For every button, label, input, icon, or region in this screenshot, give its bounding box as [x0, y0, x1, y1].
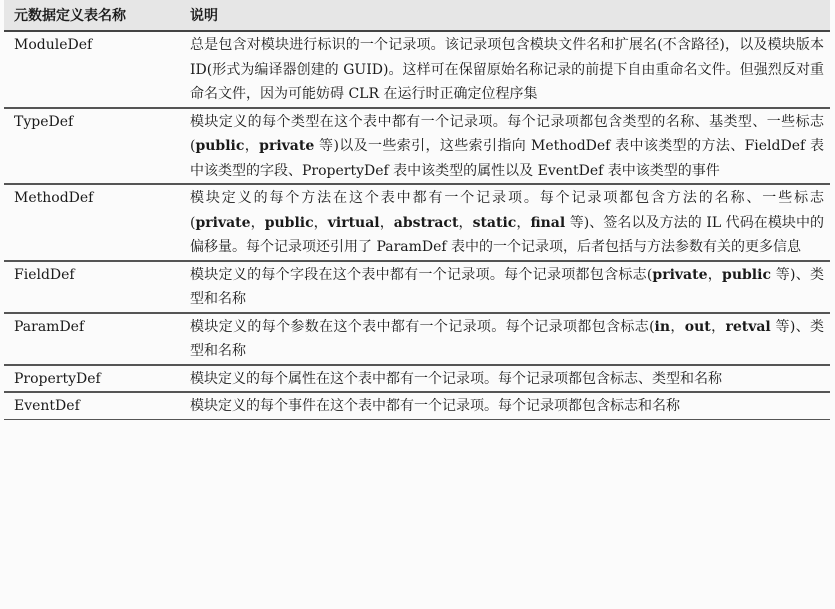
keyword-flag: public — [722, 266, 771, 283]
description-text: ， — [670, 318, 685, 335]
header-description: 说明 — [180, 0, 830, 31]
description-text: ， — [707, 266, 723, 283]
description-text: 等)、签名以及方法的 IL 代码在模块中的偏移量。每个记录项还引用了 ParamDef 表中的一个记录项，后者包括与方法参数有关的更多信息 — [190, 214, 825, 255]
keyword-flag: out — [684, 318, 711, 335]
table-row — [4, 313, 830, 365]
description-text: 总是包含对模块进行标识的一个记录项。该记录项包含模块文件名和扩展名(不含路径)，以及模块版本 ID(形式为编译器创建的 GUID)。这样可在保留原始名称记录的前提下自由重命名文件。但强烈反对重命名文件，因为可能妨碍 CLR 在运行时正确定位程序集 — [190, 37, 824, 102]
keyword-flag: retval — [725, 318, 771, 335]
table-row — [4, 261, 830, 313]
keyword-flag: abstract — [393, 214, 459, 231]
metadata-definition-table — [4, 0, 830, 420]
description-text: 等)、类型和名称 — [190, 266, 824, 307]
keyword-flag: public — [264, 214, 314, 231]
description-cell — [180, 392, 830, 419]
keyword-flag: static — [472, 214, 517, 231]
header-row — [4, 0, 830, 31]
table-name-cell: MethodDef — [4, 184, 180, 261]
description-cell — [180, 31, 830, 108]
description-cell — [180, 261, 830, 313]
table-row — [4, 392, 830, 419]
description-text: 模块定义的每个参数在这个表中都有一个记录项。每个记录项都包含标志( — [190, 318, 655, 335]
description-cell — [180, 365, 830, 393]
description-text: ， — [250, 214, 265, 231]
table-row — [4, 184, 830, 261]
table-row — [4, 31, 830, 108]
table-name-cell: ParamDef — [4, 313, 180, 365]
description-text: ， — [458, 214, 473, 231]
keyword-flag: virtual — [327, 214, 380, 231]
description-text: ， — [516, 214, 531, 231]
keyword-flag: private — [652, 266, 708, 283]
description-text: ， — [244, 138, 260, 154]
description-text: 模块定义的每个属性在这个表中都有一个记录项。每个记录项都包含标志、类型和名称 — [190, 370, 722, 387]
header-table-name: 元数据定义表名称 — [4, 0, 180, 31]
keyword-flag: final — [530, 214, 566, 231]
description-text: 模块定义的每个方法在这个表中都有一个记录项。每个记录项都包含方法的名称、一些标志( — [190, 190, 824, 231]
table-name-cell: EventDef — [4, 392, 180, 419]
keyword-flag: public — [195, 138, 245, 154]
table-name-cell: ModuleDef — [4, 31, 180, 108]
description-cell — [180, 184, 830, 261]
table-row — [4, 108, 830, 185]
table-name-cell: FieldDef — [4, 261, 180, 313]
table-body — [4, 31, 830, 419]
keyword-flag: private — [259, 138, 315, 154]
description-text: ， — [379, 214, 394, 231]
description-text: ， — [313, 214, 328, 231]
description-text: 模块定义的每个类型在这个表中都有一个记录项。每个记录项都包含类型的名称、基类型、一些标志( — [190, 113, 824, 154]
keyword-flag: private — [195, 214, 251, 231]
table-name-cell: TypeDef — [4, 108, 180, 185]
description-cell — [180, 108, 830, 185]
description-text: 模块定义的每个字段在这个表中都有一个记录项。每个记录项都包含标志( — [190, 266, 653, 283]
description-text: 等)、类型和名称 — [190, 318, 825, 359]
table-row — [4, 365, 830, 393]
description-text: 模块定义的每个事件在这个表中都有一个记录项。每个记录项都包含标志和名称 — [190, 398, 680, 414]
table-header — [4, 0, 830, 31]
description-cell — [180, 313, 830, 365]
table-name-cell: PropertyDef — [4, 365, 180, 393]
description-text: 等)以及一些索引，这些索引指向 MethodDef 表中该类型的方法、FieldDef 表中该类型的字段、PropertyDef 表中该类型的属性以及 EventDef 表中该类型的事件 — [190, 138, 825, 179]
keyword-flag: in — [654, 318, 671, 335]
description-text: ， — [710, 318, 726, 335]
